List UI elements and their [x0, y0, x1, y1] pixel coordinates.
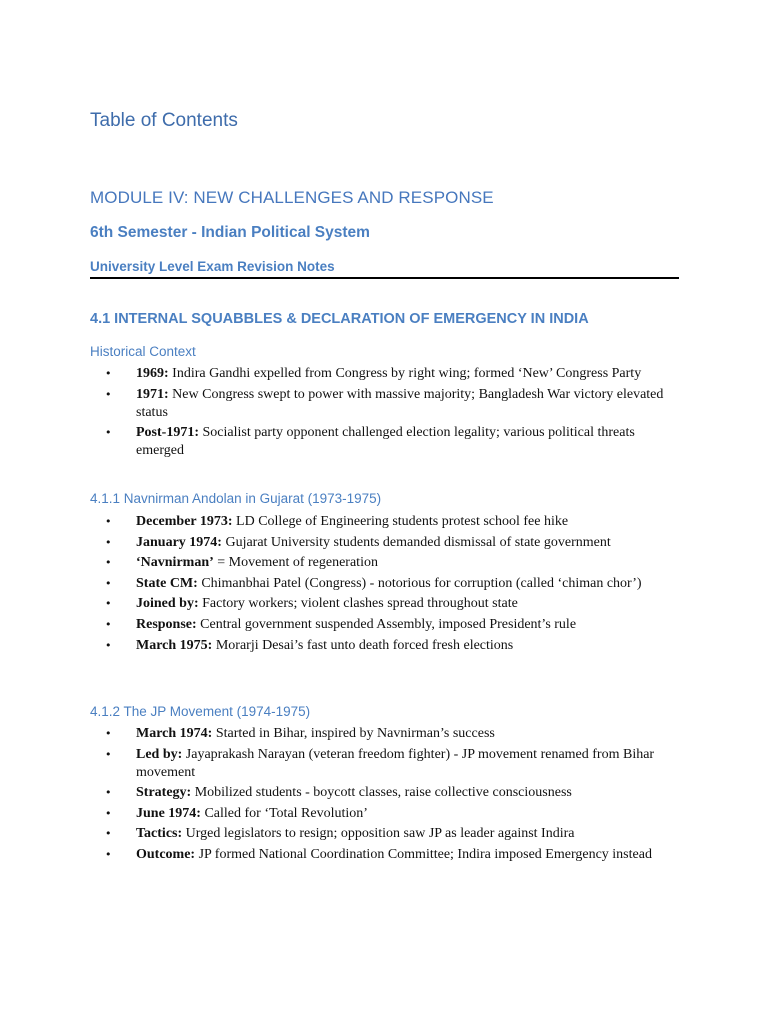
bullet-icon: • [105, 515, 112, 528]
item-text: Factory workers; violent clashes spread throughout state [198, 596, 518, 612]
navnirman-heading: 4.1.1 Navnirman Andolan in Gujarat (1973-1975) [90, 491, 382, 506]
item-label: June 1974: [136, 805, 201, 821]
list-item [0, 386, 681, 422]
item-text: JP formed National Coordination Committee; Indira imposed Emergency instead [195, 846, 652, 862]
bullet-icon: • [105, 426, 112, 440]
list-item [0, 746, 681, 782]
bullet-icon: • [105, 367, 112, 380]
item-text: Urged legislators to resign; opposition saw JP as leader against Indira [182, 826, 575, 842]
item-text: Chimanbhai Patel (Congress) - notorious for corruption (called ‘chiman chor’) [197, 575, 642, 591]
item-text: LD College of Engineering students protest school fee hike [232, 514, 569, 529]
item-label: Outcome: [136, 846, 196, 862]
historical-context-heading: Historical Context [90, 344, 196, 359]
semester-subtitle: 6th Semester - Indian Political System [90, 224, 370, 241]
bullet-icon: • [105, 556, 112, 570]
bullet-icon: • [105, 638, 112, 652]
historical-context-list [0, 365, 681, 463]
list-item [0, 424, 681, 460]
toc-title[interactable]: Table of Contents [90, 110, 238, 131]
revision-notes-subtitle: University Level Exam Revision Notes [90, 259, 335, 274]
item-label: ‘Navnirman’ [136, 555, 214, 571]
item-text: New Congress swept to power with massive majority; Bangladesh War victory elevated status [136, 386, 664, 420]
item-text: Indira Gandhi expelled from Congress by right wing; formed ‘New’ Congress Party [168, 366, 642, 381]
list-item [0, 825, 681, 843]
item-label: Tactics: [136, 826, 183, 842]
bullet-icon: • [105, 535, 112, 549]
bullet-icon: • [105, 786, 112, 800]
item-label: Strategy: [136, 785, 192, 801]
item-label: March 1975: [136, 637, 213, 653]
list-item [0, 365, 681, 383]
list-item [0, 846, 681, 864]
list-item [0, 595, 681, 613]
bullet-icon: • [105, 617, 112, 631]
bullet-icon: • [105, 727, 112, 740]
item-text: = Movement of regeneration [213, 555, 378, 571]
jp-movement-heading: 4.1.2 The JP Movement (1974-1975) [90, 704, 311, 719]
list-item [0, 784, 681, 802]
item-label: December 1973: [136, 514, 233, 529]
item-label: January 1974: [136, 534, 222, 550]
list-item [0, 513, 681, 531]
item-label: Led by: [136, 746, 183, 762]
bullet-icon: • [105, 747, 112, 761]
list-item [0, 725, 681, 743]
item-label: Post-1971: [136, 425, 199, 441]
item-text: Mobilized students - boycott classes, raise collective consciousness [191, 785, 572, 801]
item-text: Morarji Desai’s fast unto death forced fresh elections [212, 637, 514, 653]
item-label: Response: [136, 616, 197, 632]
item-label: March 1974: [136, 726, 213, 741]
item-label: 1969: [136, 366, 169, 381]
bullet-icon: • [105, 387, 112, 401]
jp-movement-list [0, 725, 681, 867]
item-label: 1971: [136, 386, 169, 402]
item-text: Started in Bihar, inspired by Navnirman’s success [212, 726, 495, 741]
item-text: Jayaprakash Narayan (veteran freedom fighter) - JP movement renamed from Bihar movement [136, 746, 655, 780]
list-item [0, 534, 681, 552]
item-text: Called for ‘Total Revolution’ [200, 805, 368, 821]
bullet-icon: • [105, 806, 112, 820]
title-divider [90, 277, 679, 279]
item-label: State CM: [136, 575, 198, 591]
item-text: Central government suspended Assembly, imposed President’s rule [196, 616, 577, 632]
section-4-1-heading: 4.1 INTERNAL SQUABBLES & DECLARATION OF EMERGENCY IN INDIA [90, 311, 589, 327]
item-text: Socialist party opponent challenged election legality; various political threats emerged [136, 425, 635, 459]
list-item [0, 554, 681, 572]
item-text: Gujarat University students demanded dismissal of state government [221, 534, 611, 550]
module-title: MODULE IV: NEW CHALLENGES AND RESPONSE [90, 188, 494, 207]
bullet-icon: • [105, 576, 112, 590]
list-item [0, 637, 681, 655]
bullet-icon: • [105, 827, 112, 841]
item-label: Joined by: [136, 596, 199, 612]
list-item [0, 575, 681, 593]
bullet-icon: • [105, 847, 112, 861]
list-item [0, 616, 681, 634]
navnirman-list [0, 513, 681, 657]
bullet-icon: • [105, 597, 112, 611]
list-item [0, 805, 681, 823]
